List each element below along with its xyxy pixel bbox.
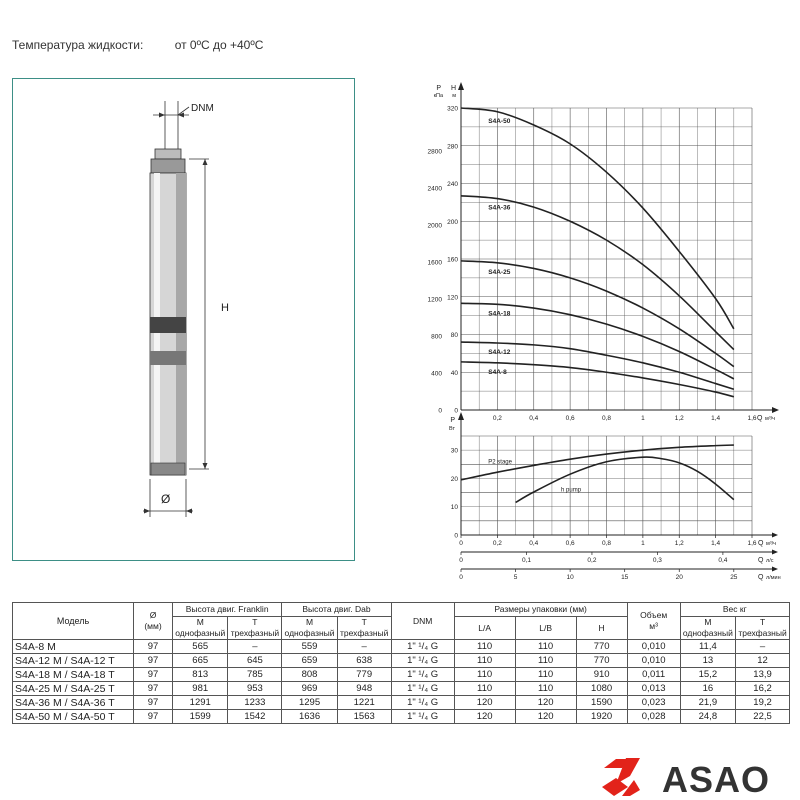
x-axis-unit: м³/ч bbox=[766, 541, 777, 547]
cell-dab-m: 559 bbox=[282, 640, 337, 654]
cell-weight-t: – bbox=[736, 640, 790, 654]
m-sub-label: однофазный bbox=[175, 628, 226, 638]
cell-franklin-m: 665 bbox=[173, 654, 228, 668]
t-label: T bbox=[361, 617, 367, 627]
x-axis-label: Q bbox=[757, 415, 763, 422]
x-tick-label: 0,2 bbox=[587, 557, 597, 564]
cell-la: 110 bbox=[454, 640, 515, 654]
x-tick-label: 1,6 bbox=[747, 415, 757, 422]
t-sub-label: трехфазный bbox=[230, 628, 280, 638]
cell-dab-t: – bbox=[337, 640, 391, 654]
cell-dab-t: 638 bbox=[337, 654, 391, 668]
x-tick-label: 0,8 bbox=[601, 540, 612, 547]
col-dab: Высота двиг. Dab bbox=[282, 603, 391, 617]
series-label: P2 stage bbox=[488, 459, 512, 466]
cell-weight-t: 13,9 bbox=[736, 668, 790, 682]
power-curve-chart bbox=[449, 412, 781, 581]
asao-logo-mark bbox=[602, 758, 640, 796]
m-sub-label: однофазный bbox=[284, 628, 335, 638]
cell-franklin-m: 1291 bbox=[173, 696, 228, 710]
x-axis-arrow bbox=[772, 567, 778, 572]
y-axis-label: P bbox=[450, 417, 455, 424]
col-franklin-t bbox=[228, 617, 282, 640]
pressure-tick-label: 1200 bbox=[427, 296, 442, 304]
cell-weight-t: 16,2 bbox=[736, 682, 790, 696]
cell-franklin-m: 565 bbox=[173, 640, 228, 654]
x-axis-arrow bbox=[772, 407, 779, 413]
cell-weight-t: 19,2 bbox=[736, 696, 790, 710]
y-tick-label: 0 bbox=[454, 407, 458, 415]
asao-logo-text: ASAO bbox=[662, 759, 771, 800]
cell-diameter: 97 bbox=[134, 668, 173, 682]
cell-franklin-t: 645 bbox=[228, 654, 282, 668]
y-tick-label: 200 bbox=[447, 218, 458, 226]
cell-franklin-m: 1599 bbox=[173, 710, 228, 724]
cell-la: 110 bbox=[454, 682, 515, 696]
cell-la: 120 bbox=[454, 710, 515, 724]
table-row bbox=[13, 682, 790, 696]
col-weight-t bbox=[736, 617, 790, 640]
x-tick-label: 0 bbox=[459, 540, 463, 547]
x-tick-label: 0 bbox=[459, 557, 463, 564]
cell-dnm: 1" ¹/₄ G bbox=[391, 668, 454, 682]
cell-volume: 0,011 bbox=[627, 668, 680, 682]
cell-weight-m: 15,2 bbox=[680, 668, 735, 682]
h-label: H bbox=[221, 302, 229, 314]
cell-weight-m: 13 bbox=[680, 654, 735, 668]
cell-weight-m: 24,8 bbox=[680, 710, 735, 724]
y-tick-label: 320 bbox=[447, 105, 458, 113]
pressure-axis-label: P bbox=[436, 85, 441, 92]
col-model: Модель bbox=[13, 603, 134, 640]
table-row bbox=[13, 668, 790, 682]
cell-volume: 0,023 bbox=[627, 696, 680, 710]
table-row bbox=[13, 710, 790, 724]
m-label: M bbox=[306, 617, 314, 627]
table-row bbox=[13, 696, 790, 710]
cell-franklin-t: 953 bbox=[228, 682, 282, 696]
cell-dab-t: 779 bbox=[337, 668, 391, 682]
col-weight: Вес кг bbox=[680, 603, 789, 617]
cell-weight-m: 16 bbox=[680, 682, 735, 696]
cell-franklin-t: 785 bbox=[228, 668, 282, 682]
cell-h: 910 bbox=[576, 668, 627, 682]
series-label: S4A-36 bbox=[488, 204, 511, 212]
pressure-tick-label: 1600 bbox=[427, 259, 442, 267]
cell-lb: 110 bbox=[515, 682, 576, 696]
cell-weight-t: 12 bbox=[736, 654, 790, 668]
col-pack-la: L/A bbox=[454, 617, 515, 640]
m-label: M bbox=[196, 617, 204, 627]
x-tick-label: 20 bbox=[675, 574, 683, 581]
x-tick-label: 0,2 bbox=[492, 540, 502, 547]
cell-dnm: 1" ¹/₄ G bbox=[391, 710, 454, 724]
x-tick-label: 0,8 bbox=[601, 415, 612, 422]
pressure-tick-label: 400 bbox=[431, 370, 442, 378]
x-tick-label: 0 bbox=[459, 574, 463, 581]
x-tick-label: 0,4 bbox=[529, 540, 539, 547]
series-label: S4A-12 bbox=[488, 348, 511, 356]
cell-dab-m: 1636 bbox=[282, 710, 337, 724]
cell-h: 1590 bbox=[576, 696, 627, 710]
x-tick-label: 15 bbox=[621, 574, 629, 581]
y-axis-label: H bbox=[450, 85, 456, 92]
pump-dimension-drawing bbox=[13, 79, 354, 560]
y-tick-label: 10 bbox=[450, 504, 458, 512]
table-row bbox=[13, 654, 790, 668]
col-dnm: DNM bbox=[391, 603, 454, 640]
cell-franklin-m: 813 bbox=[173, 668, 228, 682]
cell-model: S4A-12 M / S4A-12 T bbox=[13, 654, 134, 668]
cell-la: 110 bbox=[454, 654, 515, 668]
x-tick-label: 0,1 bbox=[521, 557, 531, 564]
cell-dab-m: 969 bbox=[282, 682, 337, 696]
cell-model: S4A-50 M / S4A-50 T bbox=[13, 710, 134, 724]
cell-model: S4A-18 M / S4A-18 T bbox=[13, 668, 134, 682]
cell-h: 1080 bbox=[576, 682, 627, 696]
pump-outlet-thread bbox=[155, 149, 181, 159]
x-tick-label: 0,4 bbox=[718, 557, 728, 564]
pressure-tick-label: 2000 bbox=[427, 222, 442, 230]
cell-diameter: 97 bbox=[134, 654, 173, 668]
col-pack: Размеры упаковки (мм) bbox=[454, 603, 627, 617]
pump-intake-screen bbox=[150, 317, 186, 333]
pump-drawing-frame bbox=[12, 78, 355, 561]
m-sub-label: однофазный bbox=[682, 628, 733, 638]
cell-h: 770 bbox=[576, 654, 627, 668]
x-tick-label: 0,6 bbox=[565, 540, 575, 547]
x-axis-label: Q bbox=[758, 557, 764, 564]
col-volume-label: Объем bbox=[640, 610, 668, 620]
cell-volume: 0,010 bbox=[627, 654, 680, 668]
col-dab-m bbox=[282, 617, 337, 640]
h-arrow-top bbox=[203, 159, 208, 165]
cell-model: S4A-25 M / S4A-25 T bbox=[13, 682, 134, 696]
cell-model: S4A-8 M bbox=[13, 640, 134, 654]
x-tick-label: 1,4 bbox=[711, 415, 721, 422]
x-axis-unit: л/мин bbox=[766, 575, 781, 581]
pump-outlet-head bbox=[151, 159, 185, 173]
cell-dab-m: 659 bbox=[282, 654, 337, 668]
col-diameter-unit: (мм) bbox=[144, 621, 162, 631]
series-label: S4A-25 bbox=[488, 268, 511, 276]
y-tick-label: 40 bbox=[450, 369, 458, 377]
cell-model: S4A-36 M / S4A-36 T bbox=[13, 696, 134, 710]
cell-h: 770 bbox=[576, 640, 627, 654]
cell-diameter: 97 bbox=[134, 696, 173, 710]
cell-franklin-m: 981 bbox=[173, 682, 228, 696]
series-label: S4A-18 bbox=[488, 310, 511, 318]
cell-franklin-t: – bbox=[228, 640, 282, 654]
pressure-tick-label: 0 bbox=[438, 407, 442, 415]
m-label: M bbox=[704, 617, 712, 627]
asao-logo bbox=[600, 754, 795, 798]
x-axis-label: Q bbox=[758, 540, 764, 547]
cell-dab-t: 948 bbox=[337, 682, 391, 696]
col-volume-unit: м³ bbox=[649, 621, 658, 631]
x-axis-arrow bbox=[772, 550, 778, 555]
cell-franklin-t: 1233 bbox=[228, 696, 282, 710]
y-tick-label: 160 bbox=[447, 256, 458, 264]
cell-la: 120 bbox=[454, 696, 515, 710]
col-diameter-symbol: Ø bbox=[149, 610, 157, 620]
cell-h: 1920 bbox=[576, 710, 627, 724]
col-franklin: Высота двиг. Franklin bbox=[173, 603, 282, 617]
diameter-arrow-left bbox=[144, 509, 150, 514]
series-label: S4A-50 bbox=[488, 117, 511, 125]
motor-coupling bbox=[150, 351, 186, 365]
cell-dab-t: 1563 bbox=[337, 710, 391, 724]
cell-diameter: 97 bbox=[134, 682, 173, 696]
col-diameter bbox=[134, 603, 173, 640]
cell-dnm: 1" ¹/₄ G bbox=[391, 696, 454, 710]
series-label: h pump bbox=[561, 487, 582, 494]
pressure-axis-unit: кПа bbox=[433, 93, 443, 99]
table-row bbox=[13, 640, 790, 654]
cell-dab-m: 808 bbox=[282, 668, 337, 682]
y-axis-unit: м bbox=[452, 93, 456, 99]
cell-lb: 110 bbox=[515, 668, 576, 682]
cell-lb: 110 bbox=[515, 654, 576, 668]
y-tick-label: 280 bbox=[447, 143, 458, 151]
x-tick-label: 1,2 bbox=[674, 540, 684, 547]
y-tick-label: 20 bbox=[450, 475, 458, 483]
y-tick-label: 120 bbox=[447, 294, 458, 302]
x-axis-arrow bbox=[772, 533, 778, 538]
col-franklin-m bbox=[173, 617, 228, 640]
series-label: S4A-8 bbox=[488, 368, 507, 376]
y-axis-arrow bbox=[458, 82, 464, 90]
cell-weight-m: 21,9 bbox=[680, 696, 735, 710]
t-sub-label: трехфазный bbox=[340, 628, 389, 638]
x-tick-label: 0,6 bbox=[565, 415, 575, 422]
curve-s4a-50 bbox=[461, 108, 734, 329]
x-tick-label: 1 bbox=[641, 540, 645, 547]
x-tick-label: 0,2 bbox=[492, 415, 502, 422]
cell-volume: 0,010 bbox=[627, 640, 680, 654]
col-pack-h: H bbox=[576, 617, 627, 640]
curve-s4a-8 bbox=[461, 362, 734, 397]
y-tick-label: 30 bbox=[450, 447, 458, 455]
x-tick-label: 1,4 bbox=[711, 540, 721, 547]
t-label: T bbox=[252, 617, 258, 627]
x-tick-label: 1,2 bbox=[674, 415, 684, 422]
y-axis-unit: Вт bbox=[448, 426, 455, 432]
cell-volume: 0,013 bbox=[627, 682, 680, 696]
pressure-tick-label: 2800 bbox=[427, 148, 442, 156]
cell-volume: 0,028 bbox=[627, 710, 680, 724]
dnm-label: DNM bbox=[191, 103, 214, 114]
x-tick-label: 5 bbox=[513, 574, 518, 581]
dnm-arrow-left bbox=[159, 113, 165, 118]
col-dab-t bbox=[337, 617, 391, 640]
cell-la: 110 bbox=[454, 668, 515, 682]
x-tick-label: 25 bbox=[730, 574, 738, 581]
cell-dnm: 1" ¹/₄ G bbox=[391, 654, 454, 668]
cell-dab-m: 1295 bbox=[282, 696, 337, 710]
t-label: T bbox=[759, 617, 766, 627]
cell-lb: 110 bbox=[515, 640, 576, 654]
temperature-label: Температура жидкости: bbox=[12, 38, 144, 52]
specification-table bbox=[12, 602, 790, 724]
diameter-arrow-right bbox=[186, 509, 192, 514]
x-axis-label: Q bbox=[758, 574, 764, 581]
y-tick-label: 240 bbox=[447, 181, 458, 188]
col-weight-m bbox=[680, 617, 735, 640]
pressure-tick-label: 800 bbox=[431, 333, 442, 341]
x-tick-label: 0,4 bbox=[529, 415, 539, 422]
x-axis-unit: л/с bbox=[766, 558, 774, 564]
cell-lb: 120 bbox=[515, 710, 576, 724]
diameter-label: Ø bbox=[161, 492, 171, 506]
performance-charts bbox=[415, 78, 795, 581]
h-arrow-bottom bbox=[203, 463, 208, 469]
cell-dnm: 1" ¹/₄ G bbox=[391, 640, 454, 654]
motor-base bbox=[151, 463, 185, 475]
cell-franklin-t: 1542 bbox=[228, 710, 282, 724]
cell-diameter: 97 bbox=[134, 640, 173, 654]
col-pack-lb: L/B bbox=[515, 617, 576, 640]
x-axis-unit: м³/ч bbox=[765, 416, 776, 422]
cell-dab-t: 1221 bbox=[337, 696, 391, 710]
y-tick-label: 0 bbox=[454, 532, 458, 540]
x-tick-label: 1 bbox=[641, 415, 645, 422]
head-curve-chart bbox=[428, 82, 779, 422]
x-tick-label: 0,3 bbox=[652, 557, 662, 564]
pressure-tick-label: 2400 bbox=[427, 185, 442, 193]
cell-weight-m: 11,4 bbox=[680, 640, 735, 654]
temperature-value: от 0ºC до +40ºC bbox=[174, 38, 264, 52]
cell-dnm: 1" ¹/₄ G bbox=[391, 682, 454, 696]
cell-diameter: 97 bbox=[134, 710, 173, 724]
fluid-temperature-line bbox=[12, 38, 263, 52]
cell-lb: 120 bbox=[515, 696, 576, 710]
x-tick-label: 1,6 bbox=[747, 540, 757, 547]
x-tick-label: 10 bbox=[566, 574, 574, 581]
cell-weight-t: 22,5 bbox=[736, 710, 790, 724]
col-volume bbox=[627, 603, 680, 640]
t-sub-label: трехфазный bbox=[738, 628, 787, 638]
y-tick-label: 80 bbox=[450, 332, 458, 339]
